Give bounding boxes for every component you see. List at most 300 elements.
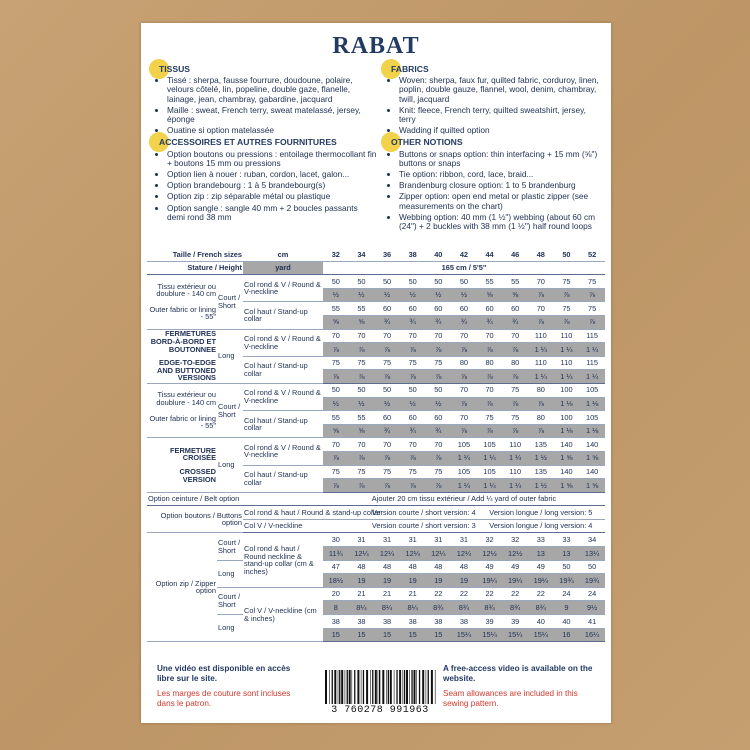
fr-section bbox=[155, 65, 377, 135]
barcode-bar bbox=[419, 670, 420, 704]
yardage-cell: 70 bbox=[349, 329, 375, 343]
yardage-cell: 70 bbox=[374, 438, 400, 452]
yardage-cell: ⅞ bbox=[528, 315, 554, 329]
size-label: 32 bbox=[323, 248, 349, 261]
yardage-cell: ½ bbox=[426, 397, 452, 411]
barcode-bar bbox=[325, 670, 327, 704]
yardage-cell: 75 bbox=[554, 275, 580, 289]
yardage-cell: 70 bbox=[349, 438, 375, 452]
yardage-cell: 70 bbox=[374, 329, 400, 343]
yardage-cell: ⅞ bbox=[477, 424, 503, 438]
collar-label: Col rond & V / Round & V-neckline bbox=[243, 329, 323, 356]
list-item: • Knit: fleece, French terry, quilted sweatshirt, jersey, terry bbox=[399, 106, 602, 124]
yardage-cell: ⅞ bbox=[554, 288, 580, 302]
zip-long-v: Long bbox=[217, 615, 243, 642]
yardage-cell: ½ bbox=[426, 288, 452, 302]
yardage-cell: 60 bbox=[400, 302, 426, 316]
table-row bbox=[147, 261, 605, 275]
zip-length-cell: 19 bbox=[349, 574, 375, 588]
zip-length-cell: 48 bbox=[349, 560, 375, 574]
yardage-cell: ⅞ bbox=[502, 424, 528, 438]
buttons-short-v: Version courte / short version: 3 bbox=[323, 519, 477, 533]
section-heading: TISSUS bbox=[159, 64, 191, 74]
zip-length-cell: 19¼ bbox=[477, 574, 503, 588]
yardage-cell: 1 ¼ bbox=[579, 343, 605, 357]
zip-length-cell: 40 bbox=[528, 615, 554, 629]
zip-length-cell: 32 bbox=[477, 533, 503, 547]
section-heading: ACCESSOIRES ET AUTRES FOURNITURES bbox=[159, 137, 337, 148]
footer-french bbox=[157, 664, 297, 708]
yardage-cell: ⅞ bbox=[502, 343, 528, 357]
yardage-cell: ⅞ bbox=[477, 397, 503, 411]
yardage-cell: 70 bbox=[451, 329, 477, 343]
barcode-bar bbox=[388, 670, 389, 704]
yardage-cell: ⅞ bbox=[374, 370, 400, 384]
yardage-cell: ⅝ bbox=[349, 424, 375, 438]
yardage-cell: ⅞ bbox=[528, 424, 554, 438]
yardage-cell: 75 bbox=[349, 465, 375, 479]
yardage-cell: 105 bbox=[477, 438, 503, 452]
yardage-cell: ⅞ bbox=[528, 288, 554, 302]
yardage-cell: ⅞ bbox=[400, 370, 426, 384]
yardage-cell: 75 bbox=[400, 356, 426, 370]
yardage-cell: ⅞ bbox=[374, 343, 400, 357]
zip-long-round: Long bbox=[217, 560, 243, 587]
yardage-cell: 105 bbox=[477, 465, 503, 479]
barcode-bar bbox=[379, 670, 380, 704]
height-value: 165 cm / 5'5" bbox=[323, 261, 605, 275]
yardage-cell: 105 bbox=[579, 383, 605, 397]
barcode-bar bbox=[428, 670, 429, 704]
zip-length-cell: 39 bbox=[477, 615, 503, 629]
yardage-cell: 1 ⅝ bbox=[554, 479, 580, 493]
yardage-cell: 75 bbox=[426, 356, 452, 370]
pattern-title: RABAT bbox=[332, 33, 420, 59]
yardage-cell: ⅞ bbox=[349, 451, 375, 465]
barcode-bar bbox=[396, 670, 397, 704]
pattern-back-cover bbox=[141, 23, 611, 723]
list-item: • Woven: sherpa, faux fur, quilted fabric, corduroy, linen, poplin, double gauze, flannel, wool, denim, chambray, twill, jacquard bbox=[399, 76, 602, 104]
zip-length-cell: 24 bbox=[579, 587, 605, 601]
yardage-cell: ½ bbox=[349, 397, 375, 411]
yardage-cell: 60 bbox=[426, 302, 452, 316]
buttons-collar-round: Col rond & haut / Round & stand-up collar bbox=[243, 506, 323, 520]
zip-length-cell: 33 bbox=[554, 533, 580, 547]
zip-length-cell: 31 bbox=[400, 533, 426, 547]
yardage-cell: 75 bbox=[579, 275, 605, 289]
version-label-fr: FERMETURE CROISÉE bbox=[170, 445, 216, 463]
yardage-cell: 75 bbox=[579, 302, 605, 316]
yardage-cell: 110 bbox=[554, 329, 580, 343]
zip-length-cell: 9½ bbox=[579, 601, 605, 615]
yardage-cell: 105 bbox=[579, 411, 605, 425]
yardage-cell: 75 bbox=[400, 465, 426, 479]
barcode-bar bbox=[332, 670, 333, 704]
zip-length-cell: 31 bbox=[451, 533, 477, 547]
yardage-cell: ⅞ bbox=[502, 370, 528, 384]
yardage-cell: 1 ⅛ bbox=[554, 397, 580, 411]
zip-length-cell: 12¼ bbox=[451, 547, 477, 561]
yardage-cell: 70 bbox=[477, 383, 503, 397]
yardage-cell: ½ bbox=[323, 397, 349, 411]
zip-length-cell: 41 bbox=[579, 615, 605, 629]
zip-length-cell: 49 bbox=[477, 560, 503, 574]
zip-length-cell: 31 bbox=[374, 533, 400, 547]
barcode-bar bbox=[349, 670, 351, 704]
yardage-cell: ¾ bbox=[426, 315, 452, 329]
belt-value: Ajouter 20 cm tissu extérieur / Add ¼ yard of outer fabric bbox=[323, 492, 605, 506]
yardage-cell: 140 bbox=[554, 438, 580, 452]
list-item: • Option boutons ou pressions : entoilage thermocollant fin + boutons 15 mm ou pressions bbox=[167, 150, 377, 168]
list-item: • Ouatine si option matelassée bbox=[167, 126, 377, 135]
yardage-cell: ½ bbox=[374, 397, 400, 411]
yardage-cell: 60 bbox=[502, 302, 528, 316]
zip-length-cell: 24 bbox=[554, 587, 580, 601]
unit-cm: cm bbox=[243, 248, 323, 261]
yardage-cell: 50 bbox=[349, 383, 375, 397]
yardage-cell: 75 bbox=[477, 411, 503, 425]
yardage-cell: 55 bbox=[349, 302, 375, 316]
yardage-cell: 1 ¼ bbox=[579, 370, 605, 384]
zip-length-cell: 20 bbox=[323, 587, 349, 601]
barcode-bar bbox=[382, 670, 384, 704]
video-note-fr: Une vidéo est disponible en accès libre sur le site. bbox=[157, 664, 291, 683]
section-heading: OTHER NOTIONS bbox=[391, 137, 463, 148]
zip-length-cell: 22 bbox=[426, 587, 452, 601]
table-row bbox=[147, 248, 605, 261]
list-item: • Webbing option: 40 mm (1 ½") webbing (about 60 cm (24") + 2 buckles with 38 mm (1 ½") half round loops bbox=[399, 213, 602, 231]
buttons-long-v: Version longue / long version: 4 bbox=[477, 519, 605, 533]
yardage-cell: ⅝ bbox=[323, 315, 349, 329]
yardage-cell: ¾ bbox=[374, 315, 400, 329]
yardage-cell: 75 bbox=[502, 411, 528, 425]
fabric-label-en: Outer fabric or lining - 55" bbox=[149, 304, 216, 322]
zip-length-cell: 19 bbox=[451, 574, 477, 588]
zip-length-cell: 30 bbox=[323, 533, 349, 547]
zip-length-cell: 38 bbox=[349, 615, 375, 629]
zip-length-cell: 8¼ bbox=[400, 601, 426, 615]
zip-length-cell: 13 bbox=[528, 547, 554, 561]
version-label bbox=[147, 438, 217, 492]
size-label: 38 bbox=[400, 248, 426, 261]
yardage-cell: 80 bbox=[528, 383, 554, 397]
zip-length-cell: 32 bbox=[502, 533, 528, 547]
yardage-cell: 115 bbox=[579, 356, 605, 370]
yardage-cell: ⅝ bbox=[349, 315, 375, 329]
zip-length-cell: 8¼ bbox=[349, 601, 375, 615]
size-label: 48 bbox=[528, 248, 554, 261]
barcode-bar bbox=[334, 670, 336, 704]
zip-length-cell: 15 bbox=[374, 628, 400, 642]
yardage-cell: 1 ¼ bbox=[477, 451, 503, 465]
barcode bbox=[323, 670, 437, 704]
zip-length-cell: 22 bbox=[451, 587, 477, 601]
yardage-cell: 50 bbox=[426, 275, 452, 289]
yardage-cell: 70 bbox=[323, 329, 349, 343]
yardage-cell: 1 ¼ bbox=[502, 479, 528, 493]
yardage-cell: 70 bbox=[451, 383, 477, 397]
yardage-cell: 60 bbox=[374, 302, 400, 316]
yardage-cell: 55 bbox=[477, 275, 503, 289]
list-item: • Zipper option: open end metal or plastic zipper (see measurements on the chart) bbox=[399, 192, 602, 210]
zip-length-cell: 19 bbox=[374, 574, 400, 588]
table-row bbox=[147, 533, 605, 547]
yardage-cell: 70 bbox=[426, 329, 452, 343]
buttons-collar-v: Col V / V-neckline bbox=[243, 519, 323, 533]
barcode-bar bbox=[394, 670, 395, 704]
yardage-cell: 110 bbox=[502, 465, 528, 479]
zip-length-cell: 8¾ bbox=[528, 601, 554, 615]
yardage-cell: ⅞ bbox=[451, 424, 477, 438]
zip-length-cell: 15 bbox=[426, 628, 452, 642]
french-column bbox=[155, 65, 377, 225]
zip-length-cell: 31 bbox=[349, 533, 375, 547]
table-row bbox=[147, 329, 605, 343]
yardage-cell: 1 ½ bbox=[528, 479, 554, 493]
yardage-cell: 75 bbox=[323, 465, 349, 479]
zip-length-cell: 18½ bbox=[323, 574, 349, 588]
barcode-bar bbox=[390, 670, 392, 704]
zip-length-cell: 15¼ bbox=[528, 628, 554, 642]
yardage-cell: 50 bbox=[400, 275, 426, 289]
size-chart bbox=[147, 248, 605, 642]
size-label: 40 bbox=[426, 248, 452, 261]
barcode-bar bbox=[357, 670, 359, 704]
yardage-cell: 70 bbox=[323, 438, 349, 452]
zip-length-cell: 48 bbox=[374, 560, 400, 574]
yardage-cell: ¾ bbox=[400, 315, 426, 329]
zip-label: Option zip / Zipper option bbox=[147, 533, 217, 642]
zip-length-cell: 19¾ bbox=[554, 574, 580, 588]
barcode-bar bbox=[354, 670, 355, 704]
zip-length-cell: 12¼ bbox=[400, 547, 426, 561]
barcode-bar bbox=[329, 670, 330, 704]
barcode-bar bbox=[409, 670, 410, 704]
zip-short-v: Court / Short bbox=[217, 587, 243, 614]
barcode-bar bbox=[345, 670, 346, 704]
seam-note-fr: Les marges de couture sont incluses dans le patron. bbox=[157, 689, 291, 708]
barcode-number: 3 760278 991963 bbox=[331, 705, 429, 716]
yardage-cell: 1 ¼ bbox=[502, 451, 528, 465]
zip-length-cell: 16¼ bbox=[579, 628, 605, 642]
collar-label: Col haut / Stand-up collar bbox=[243, 356, 323, 383]
yardage-cell: ⅞ bbox=[579, 315, 605, 329]
zip-length-cell: 15 bbox=[349, 628, 375, 642]
yardage-cell: ⅞ bbox=[323, 451, 349, 465]
yardage-cell: 140 bbox=[554, 465, 580, 479]
yardage-cell: 60 bbox=[426, 411, 452, 425]
yardage-cell: ⅞ bbox=[323, 370, 349, 384]
zip-length-cell: 12½ bbox=[502, 547, 528, 561]
yardage-cell: ⅞ bbox=[426, 479, 452, 493]
zip-length-cell: 13 bbox=[554, 547, 580, 561]
fabric-label-fr: Tissu extérieur ou doublure - 140 cm bbox=[156, 390, 216, 408]
zip-length-cell: 12¼ bbox=[349, 547, 375, 561]
zip-length-cell: 8¾ bbox=[477, 601, 503, 615]
yardage-cell: ¾ bbox=[374, 424, 400, 438]
barcode-bar bbox=[366, 670, 368, 704]
zip-length-cell: 21 bbox=[400, 587, 426, 601]
list-item: • Brandenburg closure option: 1 to 5 brandenburg bbox=[399, 181, 602, 190]
en-section bbox=[387, 65, 602, 135]
yardage-cell: 55 bbox=[323, 411, 349, 425]
fabric-label bbox=[147, 275, 217, 329]
yardage-cell: 135 bbox=[528, 438, 554, 452]
yardage-cell: ⅞ bbox=[554, 315, 580, 329]
yardage-cell: 80 bbox=[502, 356, 528, 370]
yardage-cell: ⅞ bbox=[502, 397, 528, 411]
zip-length-cell: 19¼ bbox=[502, 574, 528, 588]
yardage-cell: ½ bbox=[400, 288, 426, 302]
barcode-bar bbox=[338, 670, 339, 704]
length-long: Long bbox=[217, 438, 243, 492]
zip-length-cell: 12¼ bbox=[426, 547, 452, 561]
yardage-cell: 55 bbox=[502, 275, 528, 289]
zip-length-cell: 49 bbox=[502, 560, 528, 574]
zip-length-cell: 38 bbox=[451, 615, 477, 629]
yardage-cell: 1 ¼ bbox=[451, 479, 477, 493]
zip-length-cell: 22 bbox=[502, 587, 528, 601]
yardage-cell: ⅝ bbox=[502, 288, 528, 302]
yardage-cell: 110 bbox=[528, 329, 554, 343]
zip-length-cell: 38 bbox=[374, 615, 400, 629]
collar-label: Col rond & V / Round & V-neckline bbox=[243, 438, 323, 465]
yardage-cell: ¾ bbox=[451, 315, 477, 329]
yardage-cell: ⅞ bbox=[426, 370, 452, 384]
list-item: • Tie option: ribbon, cord, lace, braid... bbox=[399, 170, 602, 179]
yardage-cell: 50 bbox=[349, 275, 375, 289]
zip-length-cell: 19¼ bbox=[528, 574, 554, 588]
yardage-cell: ⅞ bbox=[323, 479, 349, 493]
table-row bbox=[147, 438, 605, 452]
zip-length-cell: 22 bbox=[528, 587, 554, 601]
zip-length-cell: 21 bbox=[374, 587, 400, 601]
yardage-cell: 70 bbox=[400, 438, 426, 452]
yardage-cell: 100 bbox=[554, 411, 580, 425]
size-label: 44 bbox=[477, 248, 503, 261]
zip-length-cell: 15 bbox=[323, 628, 349, 642]
yardage-cell: ¾ bbox=[426, 424, 452, 438]
zip-length-cell: 49 bbox=[528, 560, 554, 574]
yardage-cell: ⅞ bbox=[451, 343, 477, 357]
size-header: Taille / French sizes bbox=[147, 248, 243, 261]
zip-length-cell: 15 bbox=[400, 628, 426, 642]
barcode-bar bbox=[406, 670, 408, 704]
zip-length-cell: 19 bbox=[400, 574, 426, 588]
yardage-cell: 75 bbox=[554, 302, 580, 316]
yardage-cell: 70 bbox=[477, 329, 503, 343]
zip-length-cell: 38 bbox=[426, 615, 452, 629]
yardage-cell: 1 ¼ bbox=[477, 479, 503, 493]
zip-length-cell: 15¼ bbox=[477, 628, 503, 642]
yardage-cell: 75 bbox=[502, 383, 528, 397]
yardage-cell: ⅞ bbox=[477, 343, 503, 357]
zip-length-cell: 8 bbox=[323, 601, 349, 615]
yardage-cell: ½ bbox=[400, 397, 426, 411]
yardage-cell: 55 bbox=[349, 411, 375, 425]
barcode-bar bbox=[378, 670, 379, 704]
yardage-cell: 80 bbox=[477, 356, 503, 370]
yardage-cell: 1 ⅝ bbox=[554, 451, 580, 465]
zip-length-cell: 16 bbox=[554, 628, 580, 642]
zip-length-cell: 33 bbox=[528, 533, 554, 547]
yardage-cell: 70 bbox=[528, 302, 554, 316]
length-long: Long bbox=[217, 329, 243, 383]
yardage-cell: 50 bbox=[323, 275, 349, 289]
english-column bbox=[387, 65, 602, 234]
yardage-cell: 1 ⅛ bbox=[579, 424, 605, 438]
list-item: • Maille : sweat, French terry, sweat matelassé, jersey, éponge bbox=[167, 106, 377, 124]
zip-length-cell: 8¼ bbox=[374, 601, 400, 615]
barcode-bar bbox=[414, 670, 416, 704]
yardage-cell: ⅞ bbox=[349, 343, 375, 357]
buttons-label: Option boutons / Buttons option bbox=[147, 506, 243, 533]
zip-length-cell: 34 bbox=[579, 533, 605, 547]
section-list bbox=[155, 76, 377, 135]
zip-length-cell: 11¾ bbox=[323, 547, 349, 561]
barcode-bar bbox=[347, 670, 348, 704]
version-label-en: CROSSED VERSION bbox=[179, 467, 216, 484]
yardage-cell: 1 ⅛ bbox=[554, 424, 580, 438]
list-item: • Wadding if quilted option bbox=[399, 126, 602, 135]
fr-section bbox=[155, 138, 377, 222]
barcode-bar bbox=[404, 670, 405, 704]
yardage-cell: ½ bbox=[349, 288, 375, 302]
zip-length-cell: 19 bbox=[426, 574, 452, 588]
yardage-cell: 140 bbox=[579, 465, 605, 479]
list-item: • Option zip : zip séparable métal ou plastique bbox=[167, 192, 377, 201]
section-list bbox=[387, 76, 602, 135]
zip-collar-round: Col rond & haut / Round neckline & stand-up collar (cm & inches) bbox=[243, 533, 323, 587]
yardage-cell: ⅞ bbox=[374, 451, 400, 465]
section-heading: FABRICS bbox=[391, 64, 429, 74]
barcode-bar bbox=[403, 670, 404, 704]
yardage-cell: ⅝ bbox=[323, 424, 349, 438]
yardage-cell: 80 bbox=[528, 411, 554, 425]
yardage-cell: 1 ⅝ bbox=[579, 451, 605, 465]
yardage-cell: ⅞ bbox=[400, 479, 426, 493]
yardage-cell: 140 bbox=[579, 438, 605, 452]
collar-label: Col haut / Stand-up collar bbox=[243, 411, 323, 438]
barcode-bar bbox=[375, 670, 377, 704]
collar-label: Col rond & V / Round & V-neckline bbox=[243, 275, 323, 302]
zip-length-cell: 39 bbox=[502, 615, 528, 629]
collar-label: Col haut / Stand-up collar bbox=[243, 302, 323, 329]
zip-length-cell: 8¾ bbox=[502, 601, 528, 615]
zip-length-cell: 40 bbox=[554, 615, 580, 629]
zip-length-cell: 38 bbox=[400, 615, 426, 629]
barcode-bar bbox=[431, 670, 433, 704]
yardage-cell: ⅞ bbox=[477, 370, 503, 384]
yardage-cell: 75 bbox=[426, 465, 452, 479]
zip-length-cell: 15¼ bbox=[451, 628, 477, 642]
yardage-cell: ⅞ bbox=[426, 343, 452, 357]
yardage-cell: 50 bbox=[451, 275, 477, 289]
zip-length-cell: 9 bbox=[554, 601, 580, 615]
yardage-cell: 70 bbox=[451, 411, 477, 425]
zip-length-cell: 31 bbox=[426, 533, 452, 547]
yardage-cell: ½ bbox=[451, 288, 477, 302]
yardage-cell: 55 bbox=[323, 302, 349, 316]
yardage-cell: ¾ bbox=[400, 424, 426, 438]
yardage-cell: 110 bbox=[502, 438, 528, 452]
yardage-cell: 105 bbox=[451, 465, 477, 479]
yardage-cell: 60 bbox=[374, 411, 400, 425]
yardage-cell: 70 bbox=[426, 438, 452, 452]
unit-yard: yard bbox=[243, 261, 323, 275]
yardage-cell: 75 bbox=[374, 356, 400, 370]
zip-length-cell: 38 bbox=[323, 615, 349, 629]
